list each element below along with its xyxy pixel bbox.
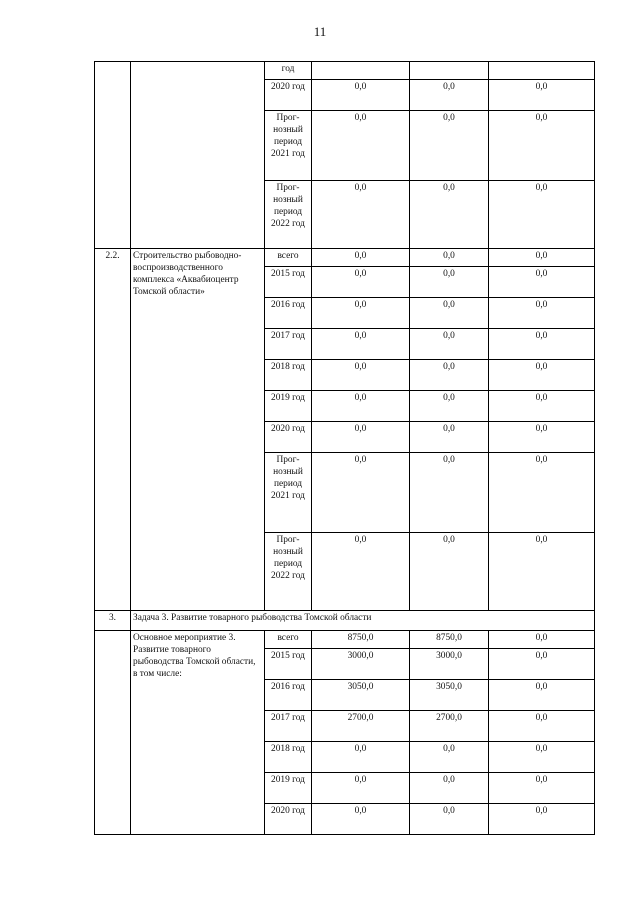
value-cell-regional: 2700,0 bbox=[410, 711, 489, 742]
period-cell: 2018 год bbox=[265, 742, 312, 773]
value-cell-regional: 0,0 bbox=[410, 360, 489, 391]
value-cell-other: 0,0 bbox=[489, 453, 595, 533]
period-cell: Прог-нозный период 2021 год bbox=[265, 111, 312, 181]
value-cell-regional: 0,0 bbox=[410, 422, 489, 453]
value-cell-regional: 0,0 bbox=[410, 453, 489, 533]
value-cell-other: 0,0 bbox=[489, 533, 595, 611]
value-cell-total: 3050,0 bbox=[312, 680, 410, 711]
value-cell-total: 0,0 bbox=[312, 742, 410, 773]
value-cell-other: 0,0 bbox=[489, 80, 595, 111]
value-cell-other: 0,0 bbox=[489, 773, 595, 804]
period-cell: 2019 год bbox=[265, 773, 312, 804]
period-cell: 2020 год bbox=[265, 80, 312, 111]
value-cell-regional: 0,0 bbox=[410, 181, 489, 249]
item-number bbox=[95, 631, 131, 835]
value-cell-total bbox=[312, 62, 410, 80]
value-cell-other bbox=[489, 62, 595, 80]
value-cell-other: 0,0 bbox=[489, 181, 595, 249]
value-cell-other: 0,0 bbox=[489, 649, 595, 680]
value-cell-total: 0,0 bbox=[312, 298, 410, 329]
period-cell: 2020 год bbox=[265, 804, 312, 835]
period-cell: год bbox=[265, 62, 312, 80]
value-cell-total: 3000,0 bbox=[312, 649, 410, 680]
value-cell-regional: 0,0 bbox=[410, 804, 489, 835]
value-cell-total: 0,0 bbox=[312, 360, 410, 391]
value-cell-total: 0,0 bbox=[312, 329, 410, 360]
value-cell-other: 0,0 bbox=[489, 111, 595, 181]
page-number: 11 bbox=[313, 24, 327, 39]
value-cell-total: 8750,0 bbox=[312, 631, 410, 649]
value-cell-regional bbox=[410, 62, 489, 80]
value-cell-total: 0,0 bbox=[312, 267, 410, 298]
value-cell-total: 0,0 bbox=[312, 80, 410, 111]
period-cell: Прог-нозный период 2021 год bbox=[265, 453, 312, 533]
value-cell-other: 0,0 bbox=[489, 680, 595, 711]
period-cell: 2015 год bbox=[265, 649, 312, 680]
value-cell-other: 0,0 bbox=[489, 804, 595, 835]
period-cell: 2019 год bbox=[265, 391, 312, 422]
value-cell-regional: 8750,0 bbox=[410, 631, 489, 649]
value-cell-total: 0,0 bbox=[312, 249, 410, 267]
value-cell-total: 0,0 bbox=[312, 453, 410, 533]
value-cell-other: 0,0 bbox=[489, 329, 595, 360]
table-row bbox=[95, 249, 595, 267]
value-cell-regional: 0,0 bbox=[410, 80, 489, 111]
period-cell: всего bbox=[265, 249, 312, 267]
value-cell-other: 0,0 bbox=[489, 360, 595, 391]
value-cell-total: 0,0 bbox=[312, 773, 410, 804]
item-name: Строительство рыбоводно-воспроизводственного комплекса «Аквабиоцентр Томской области» bbox=[131, 249, 265, 611]
value-cell-other: 0,0 bbox=[489, 391, 595, 422]
value-cell-regional: 0,0 bbox=[410, 249, 489, 267]
period-cell: 2020 год bbox=[265, 422, 312, 453]
value-cell-other: 0,0 bbox=[489, 267, 595, 298]
item-number bbox=[95, 62, 131, 249]
value-cell-other: 0,0 bbox=[489, 631, 595, 649]
task-row bbox=[95, 611, 595, 631]
value-cell-regional: 0,0 bbox=[410, 329, 489, 360]
value-cell-other: 0,0 bbox=[489, 711, 595, 742]
value-cell-other: 0,0 bbox=[489, 742, 595, 773]
value-cell-other: 0,0 bbox=[489, 249, 595, 267]
item-name: Основное мероприятие 3. Развитие товарного рыбоводства Томской области, в том числе: bbox=[131, 631, 265, 835]
value-cell-regional: 0,0 bbox=[410, 742, 489, 773]
period-cell: Прог-нозный период 2022 год bbox=[265, 181, 312, 249]
value-cell-regional: 3000,0 bbox=[410, 649, 489, 680]
period-cell: 2016 год bbox=[265, 680, 312, 711]
item-name bbox=[131, 62, 265, 249]
value-cell-regional: 0,0 bbox=[410, 533, 489, 611]
period-cell: 2018 год bbox=[265, 360, 312, 391]
period-cell: 2015 год bbox=[265, 267, 312, 298]
period-cell: 2017 год bbox=[265, 711, 312, 742]
value-cell-total: 0,0 bbox=[312, 422, 410, 453]
value-cell-other: 0,0 bbox=[489, 298, 595, 329]
period-cell: 2017 год bbox=[265, 329, 312, 360]
task-number: 3. bbox=[95, 611, 131, 631]
value-cell-total: 0,0 bbox=[312, 391, 410, 422]
budget-table bbox=[94, 61, 595, 835]
value-cell-regional: 0,0 bbox=[410, 391, 489, 422]
value-cell-regional: 0,0 bbox=[410, 298, 489, 329]
value-cell-total: 0,0 bbox=[312, 111, 410, 181]
value-cell-regional: 0,0 bbox=[410, 773, 489, 804]
value-cell-total: 0,0 bbox=[312, 533, 410, 611]
table-row bbox=[95, 631, 595, 649]
period-cell: Прог-нозный период 2022 год bbox=[265, 533, 312, 611]
value-cell-total: 2700,0 bbox=[312, 711, 410, 742]
item-number: 2.2. bbox=[95, 249, 131, 611]
period-cell: всего bbox=[265, 631, 312, 649]
task-title: Задача 3. Развитие товарного рыбоводства Томской области bbox=[131, 611, 595, 631]
value-cell-regional: 3050,0 bbox=[410, 680, 489, 711]
period-cell: 2016 год bbox=[265, 298, 312, 329]
value-cell-regional: 0,0 bbox=[410, 267, 489, 298]
value-cell-total: 0,0 bbox=[312, 181, 410, 249]
table-row bbox=[95, 62, 595, 80]
value-cell-total: 0,0 bbox=[312, 804, 410, 835]
value-cell-other: 0,0 bbox=[489, 422, 595, 453]
value-cell-regional: 0,0 bbox=[410, 111, 489, 181]
